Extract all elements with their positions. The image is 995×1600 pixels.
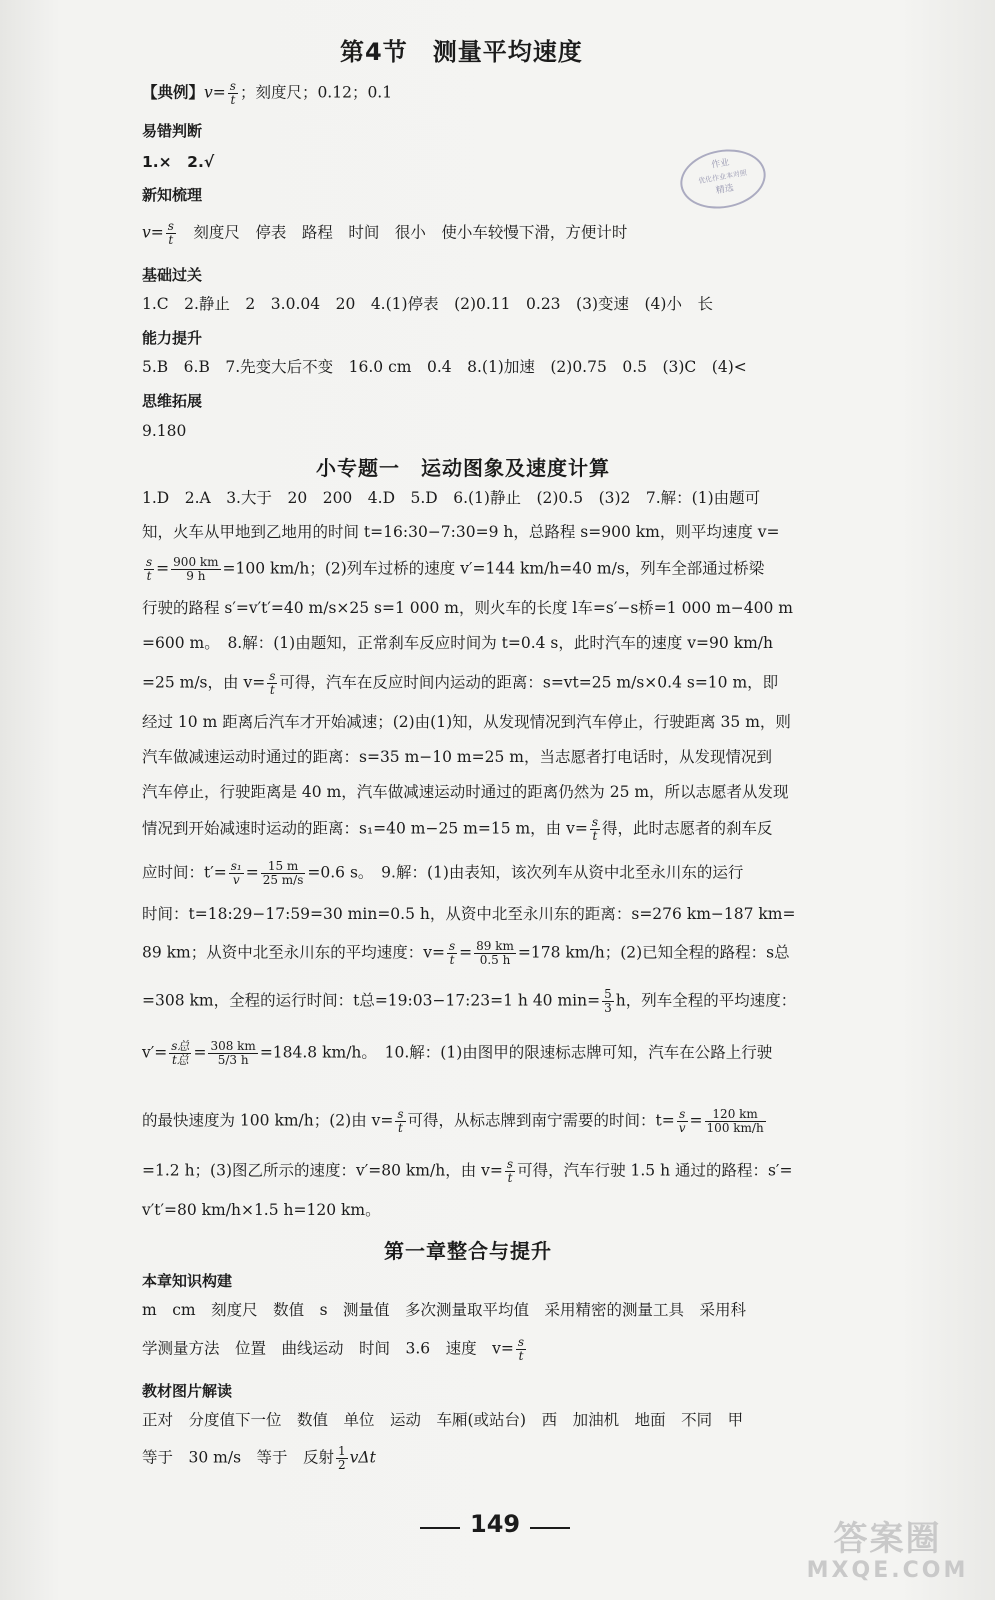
- site-watermark: [800, 1520, 975, 1590]
- text-line: 学测量方法 位置 曲线运动 时间 3.6 速度 v= $\frac{s}{t}$: [142, 1335, 525, 1363]
- page-number: 149: [420, 1510, 570, 1538]
- text-line: 汽车做减速运动时通过的距离：s=35 m−10 m=25 m，当志愿者打电话时，从发现情况到: [142, 748, 772, 766]
- fraction-s-over-t: $\frac{s}{t}$: [167, 219, 174, 247]
- text-line: =1.2 h；(3)图乙所示的速度：v′=80 km/h，由 v= $\frac{s}{t}$ 可得，汽车行驶 1.5 h 通过的路程：s′=: [142, 1157, 793, 1185]
- section-title-measure-average-speed: 第4节 测量平均速度: [340, 38, 583, 66]
- text-line: 正对 分度值下一位 数值 单位 运动 车厢(或站台) 西 加油机 地面 不同 甲: [142, 1411, 744, 1429]
- text-line: 等于 30 m/s 等于 反射 $\frac{1}{2}$ vΔt: [142, 1444, 376, 1472]
- example-line: 【典例】v= $\frac{s}{t}$ ；刻度尺；0.12；0.1: [142, 79, 393, 107]
- heading-xinzhi: 新知梳理: [142, 186, 203, 204]
- watermark-logo: 答案圈: [833, 1519, 942, 1559]
- text-line: 的最快速度为 100 km/h；(2)由 v= $\frac{s}{t}$ 可得，从标志牌到南宁需要的时间：t= $\frac{s}{v}$ = $\frac{120 km}{100 km/h}$: [142, 1107, 764, 1135]
- section-title-chapter-review: 第一章整合与提升: [384, 1239, 552, 1263]
- text-line: 经过 10 m 距离后汽车才开始减速；(2)由(1)知，从发现情况到汽车停止，行驶距离 35 m，则: [142, 713, 791, 731]
- text-line: m cm 刻度尺 数值 s 测量值 多次测量取平均值 采用精密的测量工具 采用科: [142, 1301, 747, 1319]
- text-line: $\frac{s}{t}$ = $\frac{900 km}{9 h}$ =100 km/h；(2)列车过桥的速度 v′=144 km/h=40 m/s，列车全部通过桥梁: [146, 555, 765, 583]
- text-line: 应时间：t′= $\frac{\text{s₁}}{v}$ = $\frac{15 m}{25 m/s}$ =0.6 s。 9.解：(1)由表知，该次列车从资中北至永川东的运行: [142, 859, 744, 887]
- text-line: 行驶的路程 s′=v′t′=40 m/s×25 s=1 000 m，则火车的长度 l车=s′−s桥=1 000 m−400 m: [142, 599, 793, 617]
- text-line: 时间：t=18:29−17:59=30 min=0.5 h，从资中北至永川东的距离：s=276 km−187 km=: [142, 905, 796, 923]
- text-line: v′= s总 t总 = $\frac{308 km}{5/3 h}$ =184.8 km/h。 10.解：(1)由图甲的限速标志牌可知，汽车在公路上行驶: [142, 1039, 773, 1067]
- heading-jichu: 基础过关: [142, 266, 203, 284]
- fraction-s-over-t: $\frac{s}{t}$: [229, 79, 236, 107]
- example-label: 【典例】: [142, 83, 205, 102]
- xinzhi-answers: v= $\frac{s}{t}$ 刻度尺 停表 路程 时间 很小 使小车较慢下滑，方便计时: [142, 219, 628, 247]
- heading-zhishi: 本章知识构建: [142, 1272, 233, 1290]
- text-line: 汽车停止，行驶距离是 40 m，汽车做减速运动时通过的距离仍然为 25 m，所以志愿者从发现: [142, 783, 789, 801]
- text-line: =308 km，全程的运行时间：t总=19:03−17:23=1 h 40 min= $\frac{5}{3}$ h，列车全程的平均速度：: [142, 987, 797, 1015]
- text-line: =25 m/s，由 v= $\frac{s}{t}$ 可得，汽车在反应时间内运动的距离：s=vt=25 m/s×0.4 s=10 m，即: [142, 669, 779, 697]
- text-line: 情况到开始减速时运动的距离：s₁=40 m−25 m=15 m，由 v= $\frac{s}{t}$ 得，此时志愿者的刹车反: [142, 815, 773, 843]
- text-line: 89 km；从资中北至永川东的平均速度：v= $\frac{s}{t}$ = $\frac{89 km}{0.5 h}$ =178 km/h；(2)已知全程的路程：s总: [142, 939, 790, 967]
- homework-stamp: 作业 优化作业本对照 精选: [676, 143, 771, 215]
- text-line: v′t′=80 km/h×1.5 h=120 km。: [142, 1201, 381, 1219]
- nengli-answers: 5.B 6.B 7.先变大后不变 16.0 cm 0.4 8.(1)加速 (2)0.75 0.5 (3)C (4)<: [142, 358, 747, 376]
- heading-tupian: 教材图片解读: [142, 1382, 233, 1400]
- jichu-answers: 1.C 2.静止 2 3.0.04 20 4.(1)停表 (2)0.11 0.23 (3)变速 (4)小 长: [142, 295, 713, 313]
- heading-siwei: 思维拓展: [142, 392, 203, 410]
- heading-yicuo: 易错判断: [142, 122, 203, 140]
- section-title-motion-graphs: 小专题一 运动图象及速度计算: [316, 456, 610, 480]
- heading-nengli: 能力提升: [142, 329, 203, 347]
- text-line: =600 m。 8.解：(1)由题知，正常刹车反应时间为 t=0.4 s，此时汽车的速度 v=90 km/h: [142, 634, 773, 652]
- text-line: 1.D 2.A 3.大于 20 200 4.D 5.D 6.(1)静止 (2)0.5 (3)2 7.解：(1)由题可: [142, 489, 761, 507]
- text-line: 知，火车从甲地到乙地用的时间 t=16:30−7:30=9 h，总路程 s=900 km，则平均速度 v=: [142, 523, 780, 541]
- yicuo-answers: 1.× 2.√: [142, 153, 215, 171]
- watermark-url: MXQE.COM: [806, 1558, 969, 1583]
- siwei-answers: 9.180: [142, 422, 187, 440]
